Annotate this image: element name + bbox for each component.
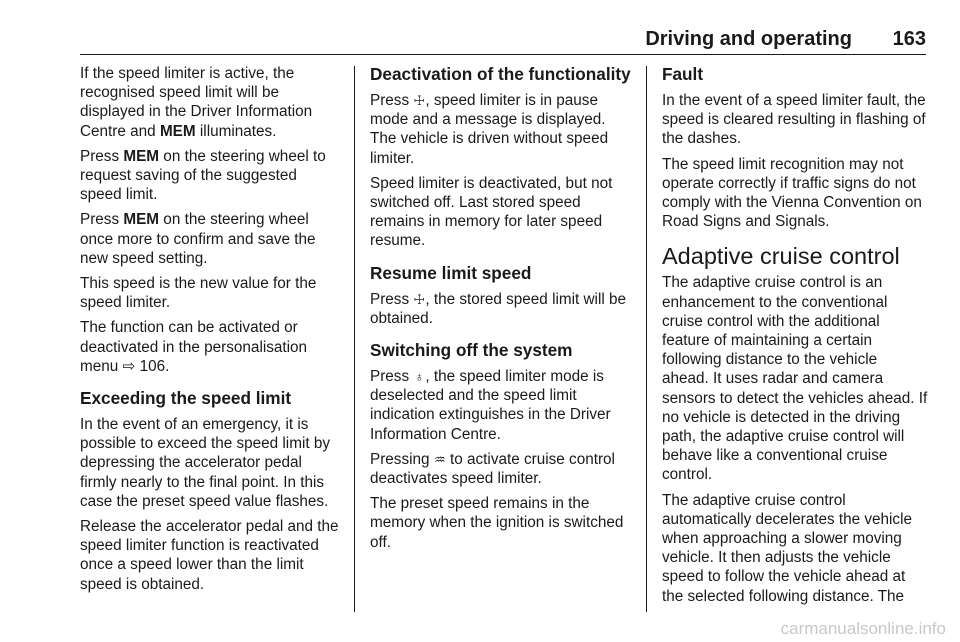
mem-label: MEM — [123, 211, 160, 229]
text: to activate cruise control deactivates speed limiter. — [370, 450, 615, 488]
text: The function can be activated or deactivated in the personalisation menu — [80, 319, 308, 375]
paragraph — [370, 91, 632, 168]
paragraph — [370, 367, 632, 444]
text: If the speed limiter is active, the recognised speed limit will be displayed in the Driver Information Centre and — [80, 65, 313, 140]
paragraph: In the event of a speed limiter fault, the speed is cleared resulting in flashing of the dashes. — [662, 92, 926, 148]
paragraph: The adaptive cruise control automatically decelerates the vehicle when approaching a slower moving vehicle. It then adjusts the vehicle speed to follow the vehicle ahead at the selected following distance. The — [662, 491, 912, 605]
text: Press — [80, 211, 124, 229]
text: , speed limiter is in pause mode and a message is displayed. The vehicle is driven without speed limiter. — [370, 92, 609, 167]
text: , the speed limiter mode is deselected and the speed limit indication extinguishes in the Driver Information Centre. — [370, 368, 611, 443]
paragraph: The preset speed remains in the memory when the ignition is switched off. — [370, 495, 624, 551]
heading-adaptive-cruise-control: Adaptive cruise control — [662, 243, 900, 270]
resume-limiter-icon: ☩ — [413, 291, 426, 307]
paragraph: Speed limiter is deactivated, but not switched off. Last stored speed remains in memory for later speed resume. — [370, 174, 613, 250]
page-ref-arrow-icon: ⇨ — [122, 357, 136, 375]
watermark: carmanualsonline.info — [780, 619, 946, 638]
column-2 — [370, 64, 632, 558]
paragraph: The speed limit recognition may not operate correctly if traffic signs do not comply with the Vienna Convention on Road Signs and Signals. — [662, 155, 922, 231]
text: , the stored speed limit will be obtained. — [370, 290, 627, 327]
paragraph — [80, 210, 342, 268]
pause-limiter-icon: ☩ — [413, 93, 426, 108]
paragraph — [80, 318, 342, 376]
paragraph: In the event of an emergency, it is possible to exceed the speed limit by depressing the accelerator pedal firmly nearly to the final point. In this case the preset speed value flashes. — [80, 416, 330, 510]
column-divider — [354, 66, 355, 612]
text: Press — [80, 147, 124, 165]
text: illuminates. — [195, 122, 277, 140]
mem-label: MEM — [159, 122, 196, 140]
heading-deactivation: Deactivation of the functionality — [370, 64, 631, 84]
page-header — [80, 26, 926, 55]
text: Pressing — [370, 450, 434, 468]
page-ref: 106. — [135, 357, 170, 375]
paragraph — [80, 147, 342, 205]
column-divider — [646, 66, 647, 612]
heading-fault: Fault — [662, 64, 704, 84]
text: Press — [370, 290, 414, 308]
paragraph — [370, 450, 632, 488]
paragraph: This speed is the new value for the speed limiter. — [80, 275, 317, 312]
paragraph: Release the accelerator pedal and the speed limiter function is reactivated once a speed lower than the limit speed is obtained. — [80, 518, 339, 593]
speed-limiter-icon: ♁ — [414, 369, 425, 385]
text: Press — [370, 92, 414, 109]
cruise-control-icon: ♒ — [433, 451, 446, 467]
heading-switching-off: Switching off the system — [370, 340, 573, 361]
section-title: Driving and operating — [645, 28, 852, 50]
text: Press — [370, 368, 414, 386]
page-number: 163 — [892, 28, 926, 50]
heading-exceeding-speed-limit: Exceeding the speed limit — [80, 388, 292, 409]
paragraph — [80, 64, 342, 141]
paragraph: The adaptive cruise control is an enhancement to the conventional cruise control with the additional feature of maintaining a certain following distance to the vehicle ahead. It uses radar and camera sensors to detect the vehicles ahead. If no vehicle is detected in the driving path, the adaptive cruise control will behave like a conventional cruise control. — [662, 274, 928, 484]
text: on the steering wheel once more to confirm and save the new speed setting. — [80, 211, 316, 267]
text: on the steering wheel to request saving of the suggested speed limit. — [80, 147, 326, 204]
column-3 — [662, 64, 928, 612]
column-1 — [80, 64, 342, 600]
heading-resume-limit-speed: Resume limit speed — [370, 262, 532, 283]
paragraph — [370, 290, 632, 328]
mem-label: MEM — [123, 147, 160, 165]
